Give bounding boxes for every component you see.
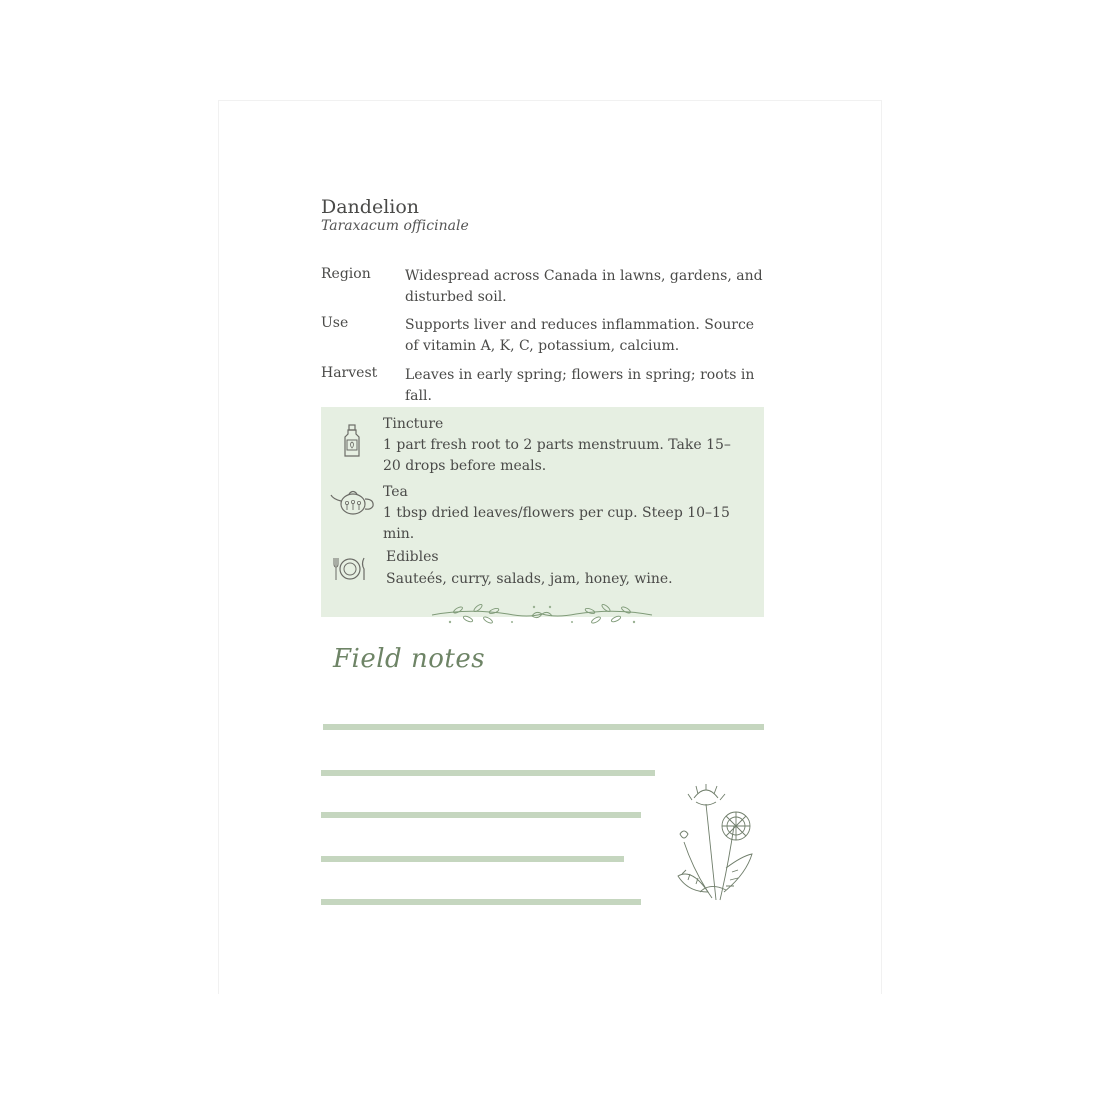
note-line[interactable]: [321, 856, 624, 862]
dandelion-illustration-icon: [670, 782, 766, 906]
detail-value-region: Widespread across Canada in lawns, gardens, and disturbed soil.: [405, 268, 763, 305]
note-line[interactable]: [321, 899, 641, 905]
prep-text-tincture: 1 part fresh root to 2 parts menstruum. Take 15–20 drops before meals.: [383, 437, 731, 474]
tincture-bottle-icon: [340, 424, 364, 458]
note-line[interactable]: [321, 770, 655, 776]
teapot-icon: [330, 488, 376, 518]
detail-value-harvest: Leaves in early spring; flowers in spring; roots in fall.: [405, 367, 755, 404]
plant-title: Dandelion: [321, 196, 420, 218]
prep-text-edibles: Sauteés, curry, salads, jam, honey, wine.: [386, 571, 673, 587]
field-notes-heading: Field notes: [333, 644, 486, 674]
prep-title-tea: Tea: [383, 484, 408, 500]
plant-latin-name: Taraxacum officinale: [321, 218, 469, 234]
note-line[interactable]: [321, 812, 641, 818]
detail-label-region: Region: [321, 266, 371, 282]
detail-label-harvest: Harvest: [321, 365, 378, 381]
plate-cutlery-icon: [333, 556, 367, 582]
detail-label-use: Use: [321, 315, 349, 331]
detail-value-use: Supports liver and reduces inflammation. Source of vitamin A, K, C, potassium, calcium.: [405, 317, 755, 354]
prep-title-edibles: Edibles: [386, 549, 439, 565]
note-line[interactable]: [323, 724, 764, 730]
prep-title-tincture: Tincture: [383, 416, 444, 432]
floral-divider-icon: [428, 602, 656, 628]
prep-text-tea: 1 tbsp dried leaves/flowers per cup. Steep 10–15 min.: [383, 505, 730, 542]
